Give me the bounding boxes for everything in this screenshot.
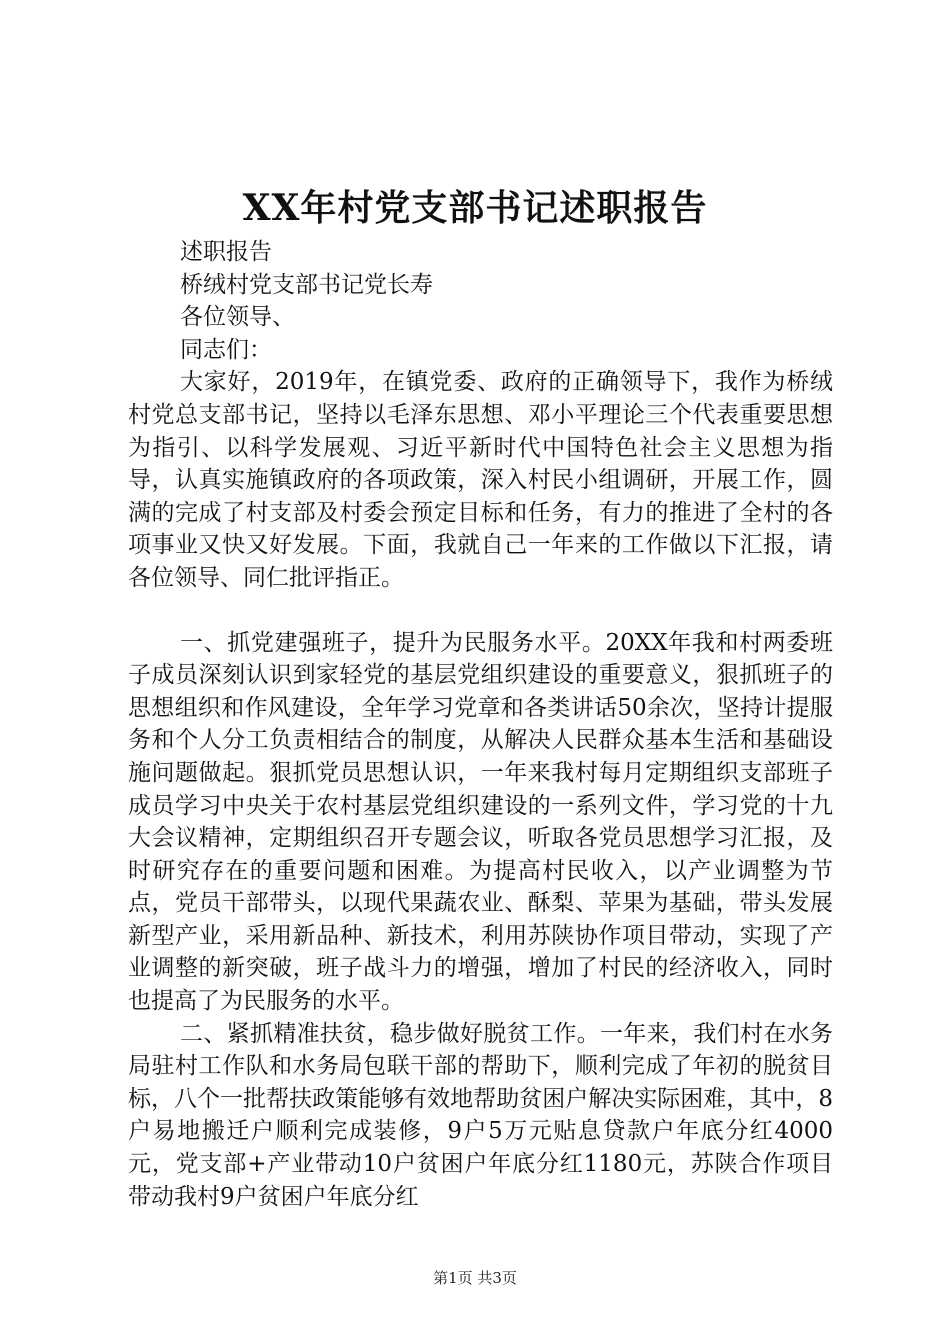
salutation-line: 各位领导、 [180,304,295,331]
report-type-line: 述职报告 [180,239,272,265]
section-two-paragraph: 二、紧抓精准扶贫，稳步做好脱贫工作。一年来，我们村在水务局驻村工作队和水务局包联干部的帮助下，顺利完成了年初的脱贫目标，八个一批帮扶政策能够有效地帮助贫困户解决实际困难，其中，8户易地搬迁户顺利完成装修，9户5万元贴息贷款户年底分红4000元，党支部+产业带动10户贫困户年底分红1180元，苏陕合作项目带动我村9户贫困户年底分红 [128,1020,833,1210]
document-body [128,236,833,1213]
page-indicator: 第1页 共3页 [433,1269,517,1287]
author-line: 桥绒村党支部书记党长寿 [180,271,433,298]
intro-paragraph: 大家好，2019年，在镇党委、政府的正确领导下，我作为桥绒村党总支部书记，坚持以毛泽东思想、邓小平理论三个代表重要思想为指引、以科学发展观、习近平新时代中国特色社会主义思想为指导，认真实施镇政府的各项政策，深入村民小组调研，开展工作，圆满的完成了村支部及村委会预定目标和任务，有力的推进了全村的各项事业又快又好发展。下面，我就自己一年来的工作做以下汇报，请各位领导、同仁批评指正。 [128,369,833,591]
document-title: XX年村党支部书记述职报告 [242,187,708,229]
section-one-paragraph: 一、抓党建强班子，提升为民服务水平。20XX年我和村两委班子成员深刻认识到家轻党的基层党组织建设的重要意义，狠抓班子的思想组织和作风建设，全年学习党章和各类讲话50余次，坚持计提服务和个人分工负责相结合的制度，从解决人民群众基本生活和基础设施问题做起。狠抓党员思想认识，一年来我村每月定期组织支部班子成员学习中央关于农村基层党组织建设的一系列文件，学习党的十九大会议精神，定期组织召开专题会议，听取各党员思想学习汇报，及时研究存在的重要问题和困难。为提高村民收入，以产业调整为节点，党员干部带头，以现代果蔬农业、酥梨、苹果为基础，带头发展新型产业，采用新品种、新技术，利用苏陕协作项目带动，实现了产业调整的新突破，班子战斗力的增强，增加了村民的经济收入，同时也提高了为民服务的水平。 [128,629,833,1015]
salutation-line-2: 同志们： [180,336,272,363]
